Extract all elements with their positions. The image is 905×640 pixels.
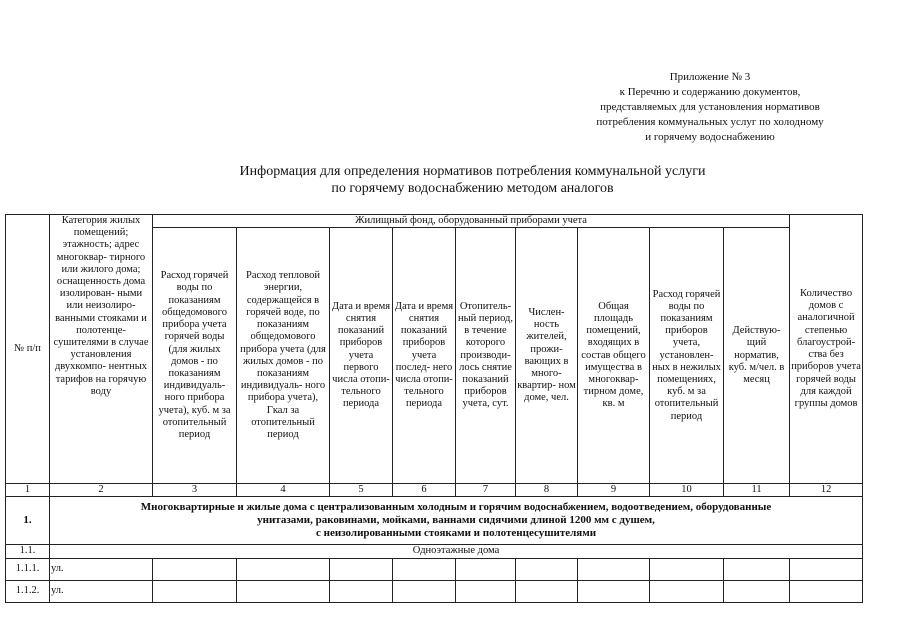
- row-num: 1.1.2.: [6, 580, 50, 602]
- header-num: № п/п: [6, 215, 50, 484]
- table-cell: [393, 558, 456, 580]
- table-cell: [724, 558, 790, 580]
- col-number: 5: [330, 484, 393, 497]
- subsection-num: 1.1.: [6, 545, 50, 558]
- section-title: [50, 497, 863, 545]
- table-cell: [330, 558, 393, 580]
- col-number: 1: [6, 484, 50, 497]
- table-cell: [456, 580, 516, 602]
- header-col-7: Отопитель- ный период, в течение которого производи- лось снятие показаний приборов учета, сут.: [456, 228, 516, 484]
- header-col-12: Количество домов с аналогичной степенью благоустрой- ства без приборов учета горячей воды для каждой группы домов: [790, 215, 863, 484]
- section-num: 1.: [6, 497, 50, 545]
- appendix-header: [560, 70, 860, 145]
- col-number: 3: [153, 484, 237, 497]
- header-col-4: Расход тепловой энергии, содержащейся в горячей воде, по показаниям общедомового прибора учета (для жилых домов - по показаниям индивидуаль- ного прибора учета), Гкал за отопительный период: [237, 228, 330, 484]
- section-line: унитазами, раковинами, мойками, ваннами сидячими длиной 1200 мм с душем,: [257, 514, 655, 527]
- col-number: 12: [790, 484, 863, 497]
- col-number: 9: [578, 484, 650, 497]
- header-col-3: Расход горячей воды по показаниям общедомового прибора учета горячей воды (для жилых домов - по показаниям индивидуаль- ного прибора учета), куб. м за отопительный период: [153, 228, 237, 484]
- col-number: 10: [650, 484, 724, 497]
- table-cell: [724, 580, 790, 602]
- header-col-10: Расход горячей воды по показаниям приборов учета, установлен- ных в нежилых помещениях, куб. м за отопительный период: [650, 228, 724, 484]
- header-col-11: Действую- щий норматив, куб. м/чел. в месяц: [724, 228, 790, 484]
- appendix-line: потребления коммунальных услуг по холодному: [596, 116, 824, 128]
- table-cell: [153, 580, 237, 602]
- header-col-5: Дата и время снятия показаний приборов учета первого числа отопи- тельного периода: [330, 228, 393, 484]
- table-row: [6, 580, 863, 602]
- table-cell: [330, 580, 393, 602]
- table-cell: [790, 580, 863, 602]
- col-number: 11: [724, 484, 790, 497]
- section-line: Многоквартирные и жилые дома с централизованным холодным и горячим водоснабжением, водоотведением, оборудованные: [140, 501, 772, 514]
- subsection-title: Одноэтажные дома: [50, 545, 863, 558]
- appendix-line: к Перечню и содержанию документов,: [619, 86, 801, 98]
- table-cell: [237, 558, 330, 580]
- header-col-6: Дата и время снятия показаний приборов учета послед- него числа отопи- тельного периода: [393, 228, 456, 484]
- title-line: Информация для определения нормативов потребления коммунальной услуги: [239, 164, 706, 179]
- header-category: Категория жилых помещений; этажность; адрес многоквар- тирного или жилого дома; оснащенность дома изолирован- ными или неизолиро- ванными стояками и полотенце- сушителями в случае установления двухкомпо- нентных тарифов на горячую воду: [50, 215, 153, 484]
- row-num: 1.1.1.: [6, 558, 50, 580]
- col-number: 2: [50, 484, 153, 497]
- table-cell: [237, 580, 330, 602]
- table-cell: [578, 558, 650, 580]
- table-cell: [516, 558, 578, 580]
- col-number: 8: [516, 484, 578, 497]
- header-group: Жилищный фонд, оборудованный приборами учета: [153, 215, 790, 228]
- table-cell: [578, 580, 650, 602]
- table-cell: [153, 558, 237, 580]
- header-col-9: Общая площадь помещений, входящих в состав общего имущества в многоквар- тирном доме, кв. м: [578, 228, 650, 484]
- data-table: [5, 214, 863, 603]
- title-line: по горячему водоснабжению методом аналогов: [331, 181, 614, 196]
- table-cell: [790, 558, 863, 580]
- appendix-line: и горячему водоснабжению: [645, 131, 775, 143]
- row-label: ул.: [50, 580, 153, 602]
- table-row: [6, 558, 863, 580]
- appendix-line: представляемых для установления нормативов: [600, 101, 820, 113]
- col-number: 4: [237, 484, 330, 497]
- table-cell: [456, 558, 516, 580]
- row-label: ул.: [50, 558, 153, 580]
- document-title: [0, 163, 905, 197]
- section-line: с неизолированными стояками и полотенцесушителями: [316, 527, 597, 540]
- table-cell: [650, 558, 724, 580]
- appendix-line: Приложение № 3: [669, 71, 751, 83]
- table-cell: [393, 580, 456, 602]
- col-number: 6: [393, 484, 456, 497]
- header-col-8: Числен- ность жителей, прожи- вающих в много- квартир- ном доме, чел.: [516, 228, 578, 484]
- table-cell: [516, 580, 578, 602]
- col-number: 7: [456, 484, 516, 497]
- table-cell: [650, 580, 724, 602]
